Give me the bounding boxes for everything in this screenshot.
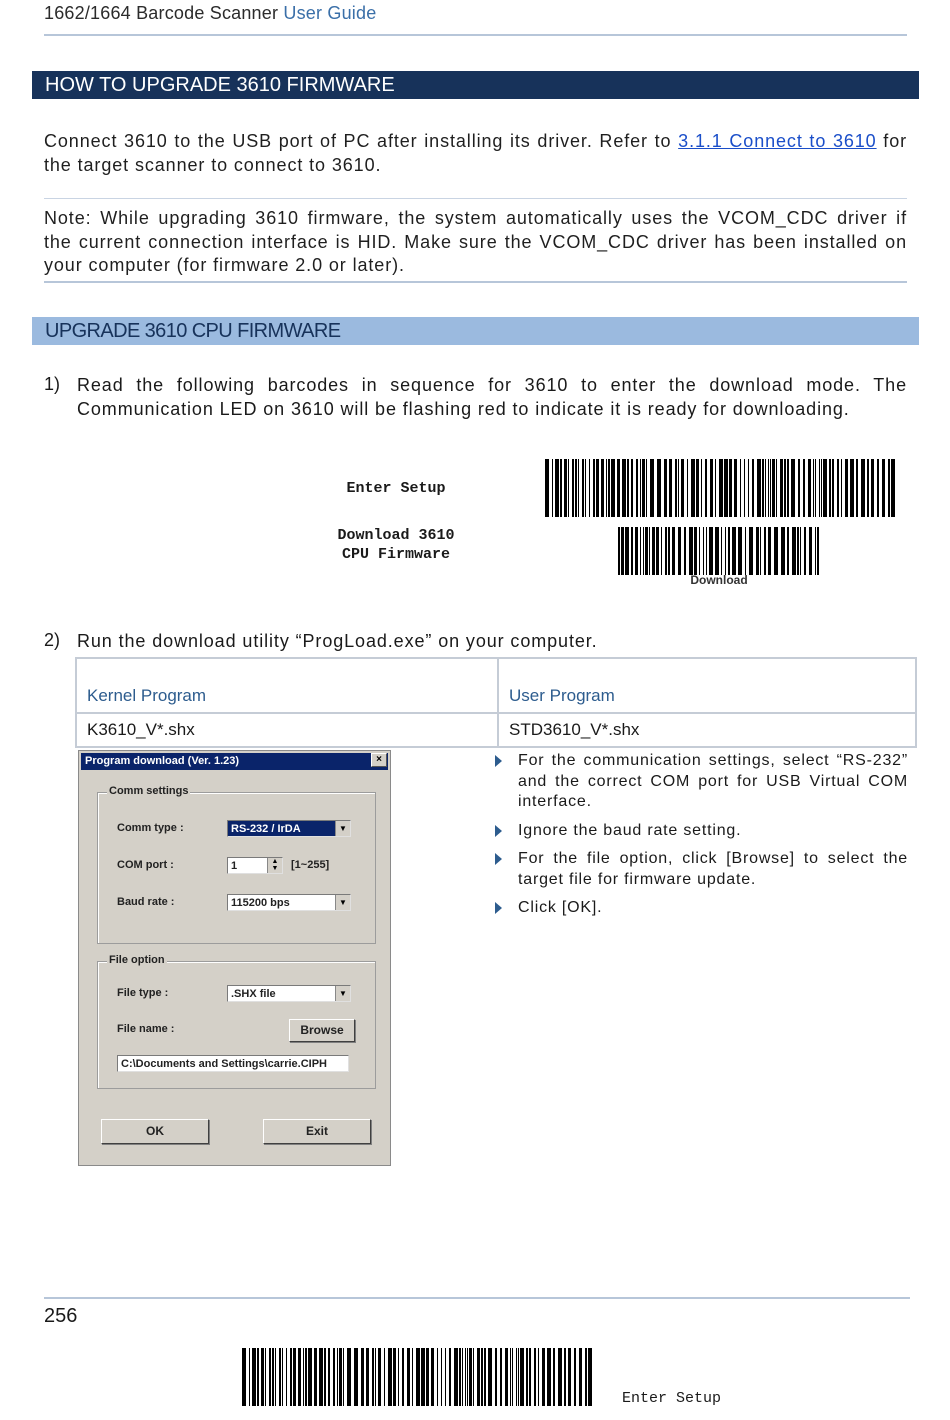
barcode-bar xyxy=(774,527,778,575)
barcode-bar xyxy=(272,1348,274,1406)
barcode-bar xyxy=(640,459,641,517)
barcode-bar xyxy=(286,1348,287,1406)
barcode-bar xyxy=(776,459,777,517)
barcode-bar xyxy=(545,459,549,517)
barcode-bar xyxy=(752,459,754,517)
barcode-bar xyxy=(888,459,890,517)
barcode-bar xyxy=(705,459,707,517)
barcode-bar xyxy=(725,527,726,575)
barcode-bar xyxy=(661,527,662,575)
intro-text: Connect 3610 to the USB port of PC after installing its driver. Refer to xyxy=(44,131,679,151)
barcode-bar xyxy=(372,1348,374,1406)
barcode-bar xyxy=(719,459,723,517)
barcode-bar xyxy=(797,527,799,575)
list-item xyxy=(494,821,908,842)
barcode-bar xyxy=(282,1348,283,1406)
barcode-bar xyxy=(791,459,795,517)
barcode-bar xyxy=(668,527,670,575)
barcode-bar xyxy=(578,459,579,517)
barcode-bar xyxy=(798,459,800,517)
barcode-bar xyxy=(575,459,577,517)
barcode-bar xyxy=(606,459,607,517)
barcode-bar xyxy=(484,1348,486,1406)
barcode-bar xyxy=(744,459,745,517)
barcode-bar xyxy=(681,459,684,517)
barcode-bar xyxy=(657,459,661,517)
barcode-bar xyxy=(804,527,806,575)
barcode-bar xyxy=(601,459,604,517)
chevron-down-icon[interactable]: ▼ xyxy=(335,986,350,1001)
barcode-bar xyxy=(635,527,638,575)
barcode-bar xyxy=(715,459,716,517)
barcode-bar xyxy=(675,459,677,517)
barcode-bar xyxy=(347,1348,351,1406)
baud-rate-label: Baud rate : xyxy=(117,896,175,908)
barcode-bar xyxy=(407,1348,410,1406)
barcode-bar xyxy=(339,1348,342,1406)
barcode-bar xyxy=(821,459,822,517)
barcode-bar xyxy=(642,459,645,517)
barcode-bar xyxy=(257,1348,259,1406)
barcode-bar xyxy=(388,1348,392,1406)
barcode-bar xyxy=(529,1348,531,1406)
barcode-bar xyxy=(728,527,730,575)
barcode-bar xyxy=(473,1348,474,1406)
bullet-triangle-icon xyxy=(495,825,502,837)
barcode-bar xyxy=(384,1348,385,1406)
barcode-bar xyxy=(585,1348,587,1406)
barcode-bar xyxy=(354,1348,358,1406)
barcode-bar xyxy=(678,459,679,517)
comm-settings-label: Comm settings xyxy=(109,785,189,797)
barcode-bar xyxy=(298,1348,301,1406)
barcode-bar xyxy=(724,459,728,517)
connect-link[interactable]: 3.1.1 Connect to 3610 xyxy=(678,131,877,151)
barcode-bar xyxy=(552,459,553,517)
barcode-bar xyxy=(538,1348,539,1406)
download-barcode xyxy=(618,527,820,575)
bullet-triangle-icon xyxy=(495,853,502,865)
chevron-down-icon[interactable]: ▼ xyxy=(335,821,350,836)
barcode-bar xyxy=(780,459,783,517)
barcode-bar xyxy=(703,527,704,575)
com-port-value: 1 xyxy=(231,860,238,872)
list-item xyxy=(494,898,908,919)
barcode-bar xyxy=(558,1348,562,1406)
barcode-bar xyxy=(646,459,647,517)
cell-kernel-file: K3610_V*.shx xyxy=(76,713,498,747)
barcode-bar xyxy=(303,1348,304,1406)
barcode-bar xyxy=(572,459,574,517)
barcode-bar xyxy=(729,459,732,517)
instruction-list xyxy=(494,751,908,927)
barcode-bar xyxy=(740,459,741,517)
comm-type-label: Comm type : xyxy=(117,822,184,834)
barcode-bar xyxy=(593,459,595,517)
barcode-bar xyxy=(324,1348,326,1406)
barcode-bar xyxy=(568,459,569,517)
barcode-bar xyxy=(837,459,839,517)
file-path-input[interactable]: C:\Documents and Settings\carrie.CIPH xyxy=(117,1055,349,1072)
barcode-bar xyxy=(800,527,801,575)
barcode-bar xyxy=(441,1348,442,1406)
barcode-bar xyxy=(808,459,811,517)
barcode-bar xyxy=(781,527,785,575)
barcode-bar xyxy=(343,1348,344,1406)
barcode-bar xyxy=(631,459,633,517)
barcode-bar xyxy=(694,527,697,575)
barcode-bar xyxy=(645,527,648,575)
comm-type-select[interactable] xyxy=(227,820,351,837)
close-icon[interactable]: × xyxy=(371,753,387,767)
barcode-bar xyxy=(631,527,633,575)
barcode-bar xyxy=(518,1348,519,1406)
barcode-bar xyxy=(867,459,869,517)
download-label-line2: CPU Firmware xyxy=(341,546,451,563)
com-port-label: COM port : xyxy=(117,859,174,871)
barcode-bar xyxy=(696,459,699,517)
barcode-bar xyxy=(891,459,895,517)
list-item-text: For the file option, click [Browse] to select the target file for firmware update. xyxy=(518,850,908,888)
barcode-bar xyxy=(756,527,759,575)
barcode-bar xyxy=(547,1348,551,1406)
barcode-bar xyxy=(787,459,789,517)
program-download-dialog xyxy=(78,750,391,1166)
barcode-bar xyxy=(512,1348,513,1406)
barcode-bar xyxy=(678,527,681,575)
note-paragraph: Note: While upgrading 3610 firmware, the system automatically uses the VCOM_CDC driver if the current connection interface is HID. Make sure the VCOM_CDC driver has been installed on your computer (for firmware 2.0 or later). xyxy=(44,208,907,275)
barcode-bar xyxy=(636,459,638,517)
barcode-bar xyxy=(706,527,707,575)
barcode-bar xyxy=(412,1348,413,1406)
barcode-bar xyxy=(832,459,834,517)
barcode-bar xyxy=(366,1348,369,1406)
chevron-down-icon[interactable]: ▼ xyxy=(335,895,350,910)
barcode-bar xyxy=(757,459,761,517)
barcode-bar xyxy=(402,1348,404,1406)
barcode-bar xyxy=(275,1348,276,1406)
barcode-bar xyxy=(689,527,693,575)
file-type-label: File type : xyxy=(117,987,169,999)
barcode-bar xyxy=(669,459,672,517)
barcode-bar xyxy=(764,527,766,575)
step-1-text: Read the following barcodes in sequence for 3610 to enter the download mode. The Communication LED on 3610 will be flashing red to indicate it is ready for downloading. xyxy=(77,375,907,419)
barcode-bar xyxy=(337,1348,338,1406)
barcode-bar xyxy=(819,459,820,517)
barcode-bar xyxy=(582,459,584,517)
note-rule-top xyxy=(44,198,907,199)
dialog-title: Program download (Ver. 1.23) xyxy=(81,753,388,770)
comm-type-value: RS-232 / IrDA xyxy=(231,823,301,835)
barcode-bar xyxy=(462,1348,463,1406)
barcode-bar xyxy=(684,527,686,575)
barcode-bar xyxy=(699,527,700,575)
barcode-bar xyxy=(265,1348,266,1406)
barcode-bar xyxy=(416,1348,420,1406)
barcode-bar xyxy=(845,459,848,517)
barcode-bar xyxy=(768,527,771,575)
barcode-bar xyxy=(815,527,816,575)
barcode-bar xyxy=(328,1348,330,1406)
step-2-number: 2) xyxy=(44,630,61,650)
barcode-bar xyxy=(701,459,702,517)
step-1-number: 1) xyxy=(44,374,61,394)
barcode-bar xyxy=(652,527,655,575)
barcode-bar xyxy=(249,1348,250,1406)
download-barcode-caption: Download xyxy=(690,573,748,587)
barcode-bar xyxy=(588,1348,592,1406)
barcode-bar xyxy=(564,459,567,517)
barcode-bar xyxy=(488,1348,492,1406)
footer-barcode-label: Enter Setup xyxy=(622,1390,722,1407)
barcode-bar xyxy=(672,527,675,575)
baud-rate-value: 115200 bps xyxy=(231,897,290,909)
barcode-bar xyxy=(242,1348,246,1406)
barcode-bar xyxy=(813,459,814,517)
barcode-bar xyxy=(760,527,761,575)
spin-icon[interactable]: ▲ ▼ xyxy=(267,858,282,873)
file-type-select[interactable] xyxy=(227,985,351,1002)
barcode-bar xyxy=(305,1348,307,1406)
barcode-bar xyxy=(361,1348,364,1406)
barcode-bar xyxy=(768,459,769,517)
barcode-bar xyxy=(732,527,736,575)
list-item-text: Ignore the baud rate setting. xyxy=(518,821,742,839)
step-2-text: Run the download utility “ProgLoad.exe” on your computer. xyxy=(77,631,598,651)
subsection-heading: UPGRADE 3610 CPU FIRMWARE xyxy=(32,317,919,345)
barcode-bar xyxy=(421,1348,425,1406)
barcode-bar xyxy=(748,459,749,517)
running-header xyxy=(44,3,376,24)
header-rule xyxy=(44,34,907,36)
barcode-bar xyxy=(650,459,654,517)
enter-setup-barcode xyxy=(545,459,897,517)
barcode-bar xyxy=(829,459,831,517)
barcode-bar xyxy=(877,459,879,517)
barcode-bar xyxy=(856,459,858,517)
section-heading: HOW TO UPGRADE 3610 FIRMWARE xyxy=(32,71,919,99)
barcode-bar xyxy=(568,1348,571,1406)
barcode-bar xyxy=(467,1348,468,1406)
barcode-bar xyxy=(279,1348,281,1406)
barcode-bar xyxy=(861,459,865,517)
barcode-bar xyxy=(787,527,789,575)
barcode-bar xyxy=(608,459,610,517)
barcode-bar xyxy=(579,1348,582,1406)
header-user-program: User Program xyxy=(498,658,916,713)
barcode-bar xyxy=(618,527,620,575)
barcode-bar xyxy=(765,459,766,517)
barcode-bar xyxy=(333,1348,335,1406)
bullet-triangle-icon xyxy=(495,902,502,914)
barcode-bar xyxy=(709,527,713,575)
barcode-bar xyxy=(622,459,626,517)
barcode-bar xyxy=(643,527,644,575)
ok-button[interactable]: OK xyxy=(101,1119,209,1144)
barcode-bar xyxy=(749,527,753,575)
barcode-bar xyxy=(772,459,775,517)
browse-button[interactable]: Browse xyxy=(289,1019,355,1042)
barcode-bar xyxy=(269,1348,271,1406)
barcode-bar xyxy=(314,1348,317,1406)
barcode-bar xyxy=(710,459,713,517)
barcode-bar xyxy=(431,1348,434,1406)
barcode-bar xyxy=(505,1348,508,1406)
com-port-range: [1~255] xyxy=(291,859,330,871)
doc-title: 1662/1664 Barcode Scanner xyxy=(44,3,279,23)
header-kernel-program: Kernel Program xyxy=(76,658,498,713)
barcode-bar xyxy=(665,527,667,575)
barcode-bar xyxy=(589,459,590,517)
barcode-bar xyxy=(721,527,722,575)
barcode-bar xyxy=(308,1348,312,1406)
barcode-bar xyxy=(809,527,812,575)
barcode-bar xyxy=(542,1348,545,1406)
intro-text-end: for the target scanner to connect to 3610. xyxy=(44,131,907,175)
barcode-bar xyxy=(640,527,641,575)
barcode-bar xyxy=(815,459,816,517)
barcode-bar xyxy=(261,1348,264,1406)
barcode-bar xyxy=(611,459,615,517)
barcode-bar xyxy=(596,459,599,517)
list-item xyxy=(494,751,908,813)
file-type-value: .SHX file xyxy=(231,988,276,1000)
enter-setup-label: Enter Setup xyxy=(346,480,446,497)
barcode-bar xyxy=(469,1348,472,1406)
program-table xyxy=(75,657,917,748)
barcode-bar xyxy=(459,1348,461,1406)
barcode-bar xyxy=(398,1348,399,1406)
barcode-bar xyxy=(465,1348,466,1406)
barcode-bar xyxy=(510,1348,511,1406)
bullet-triangle-icon xyxy=(495,755,502,767)
baud-rate-select[interactable] xyxy=(227,894,351,911)
barcode-bar xyxy=(850,459,854,517)
barcode-bar xyxy=(445,1348,446,1406)
barcode-bar xyxy=(792,527,796,575)
barcode-bar xyxy=(617,459,620,517)
barcode-bar xyxy=(762,459,764,517)
barcode-bar xyxy=(252,1348,256,1406)
barcode-bar xyxy=(649,527,650,575)
barcode-bar xyxy=(625,527,629,575)
barcode-bar xyxy=(770,459,771,517)
list-item-text: For the communication settings, select “RS-232” and the correct COM port for USB Virtual COM interface. xyxy=(518,752,908,810)
footer-enter-setup-barcode xyxy=(242,1348,596,1406)
note-rule-bottom xyxy=(44,281,907,283)
barcode-bar xyxy=(500,1348,502,1406)
barcode-bar xyxy=(687,459,688,517)
barcode-bar xyxy=(293,1348,296,1406)
barcode-bar xyxy=(481,1348,483,1406)
barcode-bar xyxy=(817,527,819,575)
cell-user-file: STD3610_V*.shx xyxy=(498,713,916,747)
barcode-bar xyxy=(738,527,742,575)
barcode-bar xyxy=(495,1348,497,1406)
table-header-row xyxy=(76,658,916,713)
barcode-bar xyxy=(319,1348,323,1406)
barcode-bar xyxy=(656,527,659,575)
barcode-bar xyxy=(555,459,559,517)
barcode-bar xyxy=(803,459,805,517)
exit-button[interactable]: Exit xyxy=(263,1119,371,1144)
barcode-bar xyxy=(574,1348,576,1406)
file-name-label: File name : xyxy=(117,1023,175,1035)
barcode-bar xyxy=(784,459,786,517)
footer-rule xyxy=(44,1297,910,1299)
barcode-bar xyxy=(454,1348,458,1406)
barcode-bar xyxy=(560,459,562,517)
barcode-bar xyxy=(564,1348,566,1406)
com-port-stepper[interactable] xyxy=(227,857,283,874)
intro-paragraph xyxy=(44,130,907,177)
barcode-bar xyxy=(691,459,695,517)
list-item xyxy=(494,849,908,890)
barcode-bar xyxy=(745,527,746,575)
table-row xyxy=(76,713,916,747)
barcode-bar xyxy=(715,527,719,575)
barcode-bar xyxy=(621,527,624,575)
doc-subtitle: User Guide xyxy=(283,3,377,23)
barcode-bar xyxy=(526,1348,528,1406)
barcode-bar xyxy=(627,459,629,517)
download-label xyxy=(318,526,474,564)
barcode-bar xyxy=(841,459,842,517)
barcode-bar xyxy=(516,1348,517,1406)
barcode-bar xyxy=(449,1348,451,1406)
barcode-bar xyxy=(823,459,827,517)
list-item-text: Click [OK]. xyxy=(518,899,603,916)
barcode-bar xyxy=(871,459,874,517)
barcode-bar xyxy=(393,1348,396,1406)
barcode-bar xyxy=(375,1348,376,1406)
barcode-bar xyxy=(664,459,667,517)
barcode-bar xyxy=(426,1348,429,1406)
barcode-bar xyxy=(378,1348,381,1406)
barcode-bar xyxy=(882,459,885,517)
barcode-bar xyxy=(520,1348,524,1406)
barcode-bar xyxy=(477,1348,480,1406)
barcode-bar xyxy=(734,459,737,517)
page-number: 256 xyxy=(44,1305,78,1327)
barcode-bar xyxy=(290,1348,292,1406)
barcode-bar xyxy=(534,1348,536,1406)
barcode-bar xyxy=(553,1348,555,1406)
barcode-bar xyxy=(437,1348,438,1406)
file-option-label: File option xyxy=(109,954,165,966)
barcode-bar xyxy=(585,459,586,517)
download-label-line1: Download 3610 xyxy=(337,527,455,544)
